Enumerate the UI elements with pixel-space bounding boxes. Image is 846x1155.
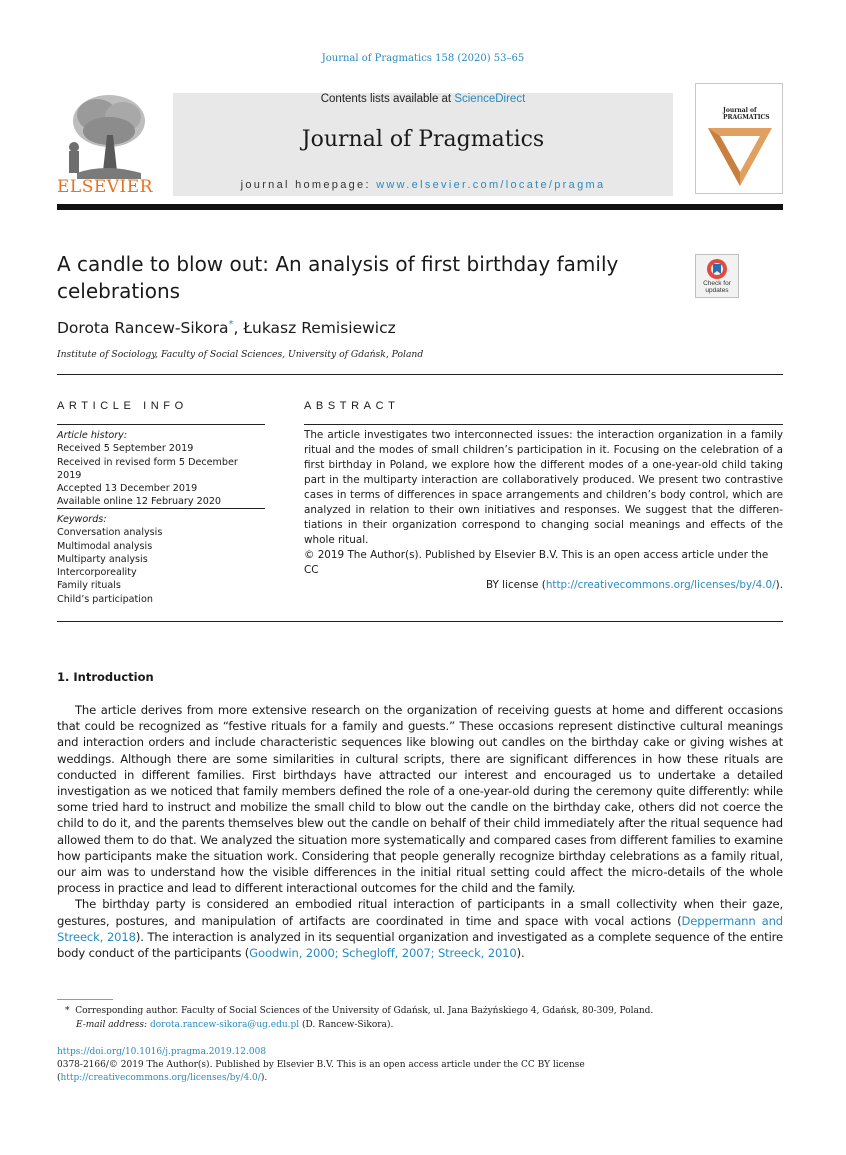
license-link[interactable]: http://creativecommons.org/licenses/by/4.0/ [60,1073,261,1083]
elsevier-logo[interactable] [57,91,153,197]
cover-title-line2: PRAGMATICS [723,114,770,121]
authors [57,319,396,337]
keywords [57,513,265,606]
masthead-divider [57,204,783,210]
paragraph-text: ). [516,946,525,961]
paragraph-text: ). The interaction is analyzed in its sequential organization and investigated as a complete sequence of the entire body conduct of the participants ( [57,929,783,961]
author-name[interactable]: Dorota Rancew-Sikora [57,319,229,338]
license-prefix: BY license ( [485,579,546,591]
footnote-marker: * [65,1006,70,1016]
footnote-divider [57,999,113,1000]
article-history [57,429,265,509]
masthead-banner [173,93,673,196]
email-link[interactable]: dorota.rancew-sikora@ug.edu.pl [149,1020,300,1030]
email-suffix: (D. Rancew-Sikora). [299,1020,394,1030]
keywords-heading: Keywords: [57,514,107,525]
elsevier-wordmark: ELSEVIER [57,177,153,197]
article-title [57,251,667,305]
publication-info [57,1046,783,1085]
doi-link[interactable]: https://doi.org/10.1016/j.pragma.2019.12.008 [57,1047,267,1057]
cover-triangle-icon [704,124,776,190]
abstract-divider [304,424,783,425]
title-line2: celebrations [57,279,181,303]
article-info-label: ARTICLE INFO [57,400,188,412]
cc-license-link[interactable]: http://creativecommons.org/licenses/by/4.0/ [545,579,776,591]
license-statement [57,1059,783,1085]
keyword-item: Multimodal analysis [57,540,153,552]
cover-title [723,107,770,121]
affiliation: Institute of Sociology, Faculty of Social Sciences, University of Gdańsk, Poland [57,349,424,360]
journal-reference[interactable]: Journal of Pragmatics 158 (2020) 53–65 [321,53,525,64]
footnote-corresponding [57,1004,783,1018]
keyword-item: Intercorporeality [57,567,137,579]
keyword-item: Child’s participation [57,593,153,605]
history-heading: Article history: [57,430,128,441]
author-separator: , [233,319,244,338]
paragraph: The article derives from more extensive research on the organization of receiving guests at home and different occasions that could be recognized as “festive rituals for a family and guests.” These occasions represent distinctive cultural meanings and interaction orders and include characteristic sequences like blowing out candles on the birthday cake or giving wishes at weddings. Although there are some similarities in cultural scripts, there are significant differences in how these rituals are conducted in different families. First birthdays have attracted our interest and encouraged us to undertake a detailed investigation as we noticed that family members defined the role of a one-year-old during the ceremony quite differently: while some tried hard to instruct and mobilize the small child to blow out the candle on the birthday cake, others did not coerce the child to do it, and the parents themselves blew out the candle on behalf of their child immediately after the ritual sequence had allowed them to do that. We analyzed the situation more systematically and compared cases from different families to examine how participants make the situation work. Considering that people generally recognize birthday celebrations as a family ritual, our aim was to understand how the visible differences in the initial ritual setting could affect the micro-details of the whole process in practice and lead to different interactional outcomes for the child and the family. [57,703,783,896]
introduction-body [57,702,783,961]
citation-link[interactable]: Goodwin, 2000; Schegloff, 2007; Streeck, 2010 [249,946,517,961]
paragraph-text: The birthday party is considered an embodied ritual interaction of participants in a small collectivity when their gaze, gestures, postures, and manipulation of artifacts are coordinated in time and space with vocal actions ( [57,897,783,928]
abstract-end-divider [57,621,783,622]
license-statement-suffix: ). [260,1073,268,1083]
keywords-divider [57,508,265,509]
check-updates-icon [706,258,728,280]
title-line1: A candle to blow out: An analysis of first birthday family [57,252,619,276]
paragraph [57,896,783,961]
abstract-copyright: © 2019 The Author(s). Published by Elsevier B.V. This is an open access article under the CC [304,549,769,576]
contents-line [173,93,673,105]
cover-title-line1: Journal of [723,107,757,114]
history-item: Accepted 13 December 2019 [57,483,198,495]
history-item: Received 5 September 2019 [57,443,194,455]
homepage-line [173,179,673,191]
header-divider [57,374,783,375]
section-heading-introduction: 1. Introduction [57,670,154,684]
history-item: Available online 12 February 2020 [57,496,222,508]
contents-prefix: Contents lists available at [320,93,455,105]
keyword-item: Multiparty analysis [57,553,148,565]
article-info-divider [57,424,265,425]
homepage-prefix: journal homepage: [240,179,377,191]
check-updates-label [696,280,738,294]
abstract-body: The article investigates two interconnected issues: the interaction organization in a family ritual and the modes of small children’s participation in it. Focusing on the celebration of a first birthday in Poland, we explore how the different modes of a one-year-old child taking part in the multiparty interaction are collaboratively produced. We present two contrastive cases in terms of differences in space arrangements and children’s body control, which are analyzed in relation to their own initiatives and responses. We suggest that the differentiations in their organization correspond to changing social meanings and effects of the whole ritual. [304,429,783,546]
license-statement-text: 0378-2166/© 2019 The Author(s). Published by Elsevier B.V. This is an open access article under the CC BY license ( [57,1060,585,1083]
footnote-email-line [57,1018,783,1032]
masthead [57,83,783,203]
journal-title: Journal of Pragmatics [301,127,545,152]
elsevier-tree-icon [57,91,153,183]
footnote [57,1004,783,1032]
abstract-license-line [304,578,783,593]
abstract-text [304,428,783,593]
footnote-text: Corresponding author. Faculty of Social Sciences of the University of Gdańsk, ul. Jana Bażyńskiego 4, Gdańsk, 80-309, Poland. [75,1006,654,1016]
history-item: Received in revised form 5 December 2019 [57,456,238,481]
citation-link[interactable]: Deppermann and Streeck, 2018 [57,913,783,944]
homepage-link[interactable]: www.elsevier.com/locate/pragma [376,179,606,191]
check-updates-line1: Check for [703,280,731,287]
author-name[interactable]: Łukasz Remisiewicz [243,319,396,338]
license-suffix: ). [775,579,783,591]
check-updates-line2: updates [705,287,729,294]
journal-cover[interactable] [695,83,783,194]
check-for-updates-button[interactable] [695,254,739,298]
keyword-item: Family rituals [57,580,121,592]
sciencedirect-link[interactable]: ScienceDirect [454,93,526,105]
corresponding-author-mark[interactable]: * [228,319,234,330]
keyword-item: Conversation analysis [57,527,163,539]
abstract-label: ABSTRACT [304,400,400,412]
email-label: E-mail address: [76,1020,148,1030]
